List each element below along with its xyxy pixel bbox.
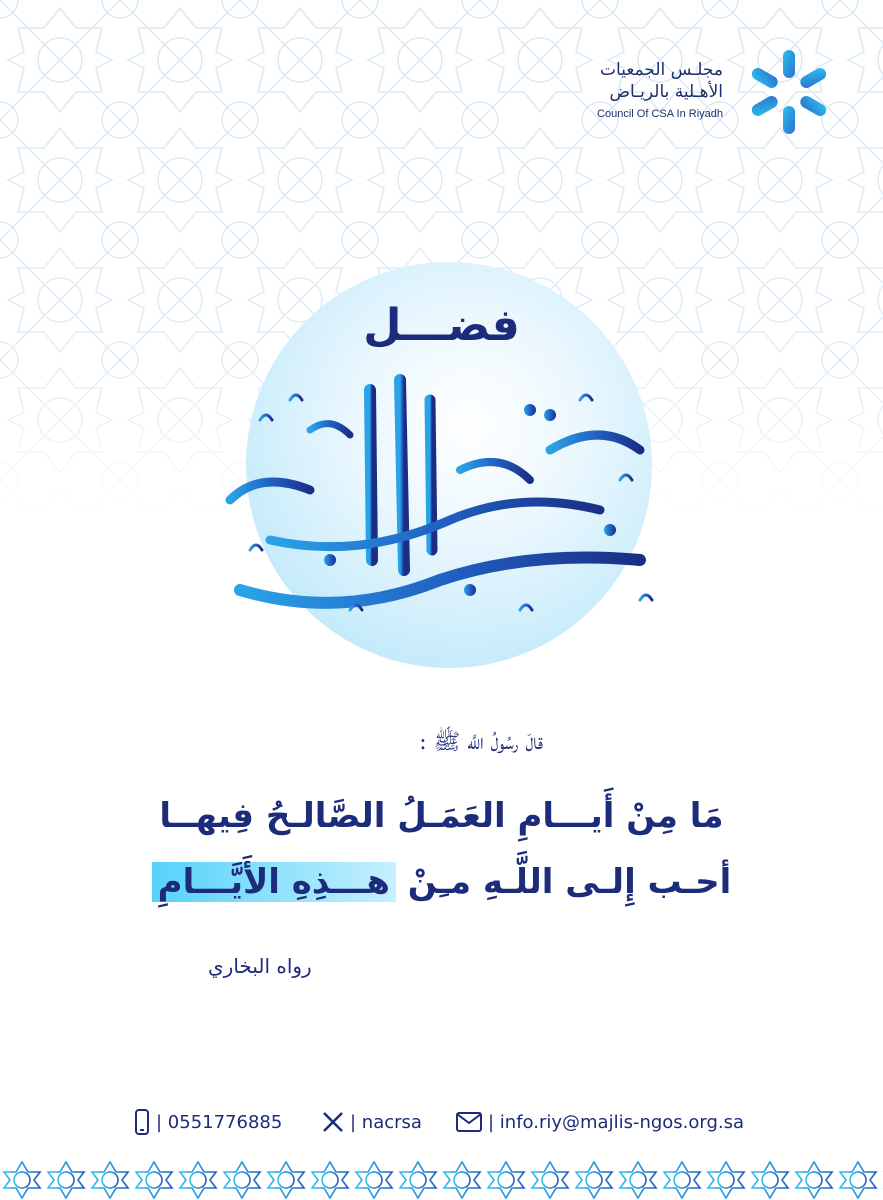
hadith-highlight: هـــذِهِ الأَيَّـــامِ [152,862,396,902]
phone-number: | 0551776885 [156,1111,283,1133]
bottom-geometric-border [0,1158,883,1200]
hadith-line-2-main: أحـب إِلـى اللَّـهِ مـِنْ [407,862,732,902]
hadith-line-2 [0,862,883,902]
x-logo-icon [322,1111,344,1133]
email-contact[interactable] [456,1104,744,1140]
contact-bar [0,1104,883,1140]
phone-contact[interactable] [134,1104,282,1140]
envelope-icon [456,1112,482,1132]
twitter-handle: | nacrsa [350,1111,422,1133]
mobile-phone-icon [134,1109,150,1135]
hadith-source: رواه البخاري [208,954,312,978]
email-address: | info.riy@majlis-ngos.org.sa [488,1111,745,1133]
title-fadl: فضـــل [363,300,520,351]
quote-intro: قالَ رسُولُ اللَّه ﷺ : [419,730,543,755]
twitter-contact[interactable] [322,1104,422,1140]
council-logo [595,46,835,141]
logo-arabic-line-2: الأهـلية بالريـاض [609,82,723,102]
logo-english-name: Council Of CSA In Riyadh [597,108,723,120]
logo-arabic-line-1: مجلـس الجمعيات [600,60,723,80]
hadith-line-1: مَا مِنْ أَيـــامِ العَمَـلُ الصَّالـحُ فِيهــا [159,796,724,836]
calligraphy-title [200,360,680,630]
asterisk-logo-icon [743,46,835,138]
